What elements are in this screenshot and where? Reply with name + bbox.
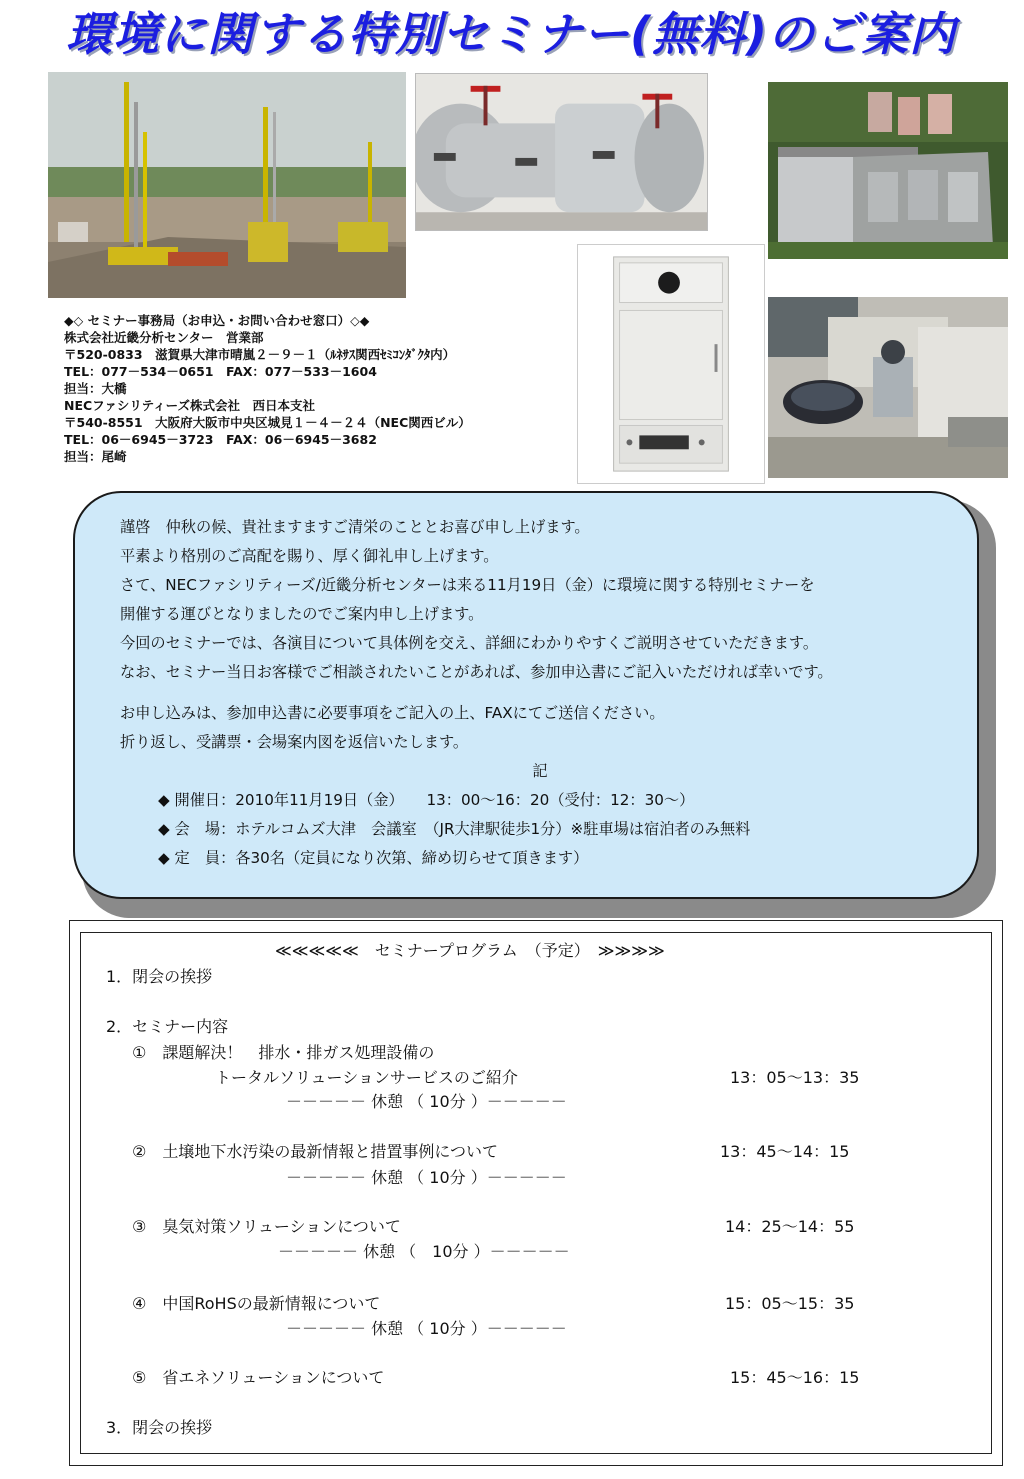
treatment-plant-photo	[768, 82, 1008, 259]
contact-block	[64, 312, 564, 465]
program-heading: ≪≪≪≪≪ セミナープログラム （予定） ≫≫≫≫	[275, 941, 665, 960]
greeting-line: 平素より格別のご高配を賜り、厚く御礼申し上げます。	[120, 547, 499, 565]
ki-label: 記	[532, 762, 548, 780]
event-date: ◆ 開催日：2010年11月19日（金） 13：00～16：20（受付：12：30～）	[158, 791, 695, 809]
program-closing: 3．閉会の挨拶	[106, 1418, 213, 1437]
greeting-line: さて、NECファシリティーズ/近畿分析センターは来る11月19日（金）に環境に関する特別セミナーを	[120, 576, 815, 594]
contact-line: TEL：06－6945－3723 FAX：06－6945－3682	[64, 432, 377, 447]
greeting-line: 開催する運びとなりましたのでご案内申し上げます。	[120, 605, 484, 623]
session-title: ③ 臭気対策ソリューションについて	[132, 1217, 401, 1236]
event-venue: ◆ 会 場：ホテルコムズ大津 会議室 （JR大津駅徒歩1分）※駐車場は宿泊者のみ無料	[158, 820, 751, 838]
event-capacity: ◆ 定 員：各30名（定員になり次第、締め切らせて頂きます）	[158, 849, 589, 867]
contact-line: 担当：大橋	[64, 381, 127, 396]
break-line: －－－－－ 休憩 （ 10分 ）－－－－－	[286, 1168, 567, 1187]
contact-line: ◆◇ セミナー事務局（お申込・お問い合わせ窓口）◇◆	[64, 313, 370, 328]
greeting-line: なお、セミナー当日お客様でご相談されたいことがあれば、参加申込書にご記入いただければ幸いです。	[120, 663, 833, 681]
contact-line: 〒520-0833 滋賀県大津市晴嵐２－９－１（ﾙﾈｻｽ関西ｾﾐｺﾝﾀﾞｸﾀ内）	[64, 347, 456, 362]
insulated-pipe-photo	[415, 73, 708, 231]
page-title: 環境に関する特別セミナー(無料)のご案内	[66, 7, 957, 61]
session-time: 15：45～16：15	[730, 1368, 860, 1387]
session-time: 13：05～13：35	[730, 1068, 860, 1087]
application-line: 折り返し、受講票・会場案内図を返信いたします。	[120, 733, 469, 751]
session-title: ② 土壌地下水汚染の最新情報と措置事例について	[132, 1142, 499, 1161]
session-title: ⑤ 省エネソリューションについて	[132, 1368, 385, 1387]
session-title: ① 課題解決！ 排水・排ガス処理設備の	[132, 1043, 435, 1062]
session-title: ④ 中国RoHSの最新情報について	[132, 1294, 381, 1313]
session-subtitle: トータルソリューションサービスのご紹介	[215, 1068, 518, 1087]
contact-line: TEL：077－534－0651 FAX：077－533－1604	[64, 364, 377, 379]
construction-site-photo	[48, 72, 406, 298]
break-line: －－－－－ 休憩 （ 10分 ）－－－－－	[278, 1242, 570, 1261]
contact-line: 株式会社近畿分析センター 営業部	[64, 330, 264, 345]
info-text	[120, 513, 960, 873]
contact-line: NECファシリティーズ株式会社 西日本支社	[64, 398, 316, 413]
session-time: 13：45～14：15	[720, 1142, 850, 1161]
application-line: お申し込みは、参加申込書に必要事項をご記入の上、FAXにてご送信ください。	[120, 704, 665, 722]
contact-line: 〒540-8551 大阪府大阪市中央区城見１－４－２４（NEC関西ビル）	[64, 415, 471, 430]
greeting-line: 今回のセミナーでは、各演目について具体例を交え、詳細にわかりやすくご説明させていただきます。	[120, 634, 819, 652]
program-opening: 1．閉会の挨拶	[106, 967, 213, 986]
program-section-title: 2．セミナー内容	[106, 1017, 229, 1036]
break-line: －－－－－ 休憩 （ 10分 ）－－－－－	[286, 1319, 567, 1338]
deodorizer-unit-photo	[577, 244, 765, 484]
contact-line: 担当：尾崎	[64, 449, 127, 464]
analyzer-photo	[768, 297, 1008, 478]
session-time: 14：25～14：55	[725, 1217, 855, 1236]
greeting-line: 謹啓 仲秋の候、貴社ますますご清栄のこととお喜び申し上げます。	[120, 518, 590, 536]
session-time: 15：05～15：35	[725, 1294, 855, 1313]
break-line: －－－－－ 休憩 （ 10分 ）－－－－－	[286, 1092, 567, 1111]
